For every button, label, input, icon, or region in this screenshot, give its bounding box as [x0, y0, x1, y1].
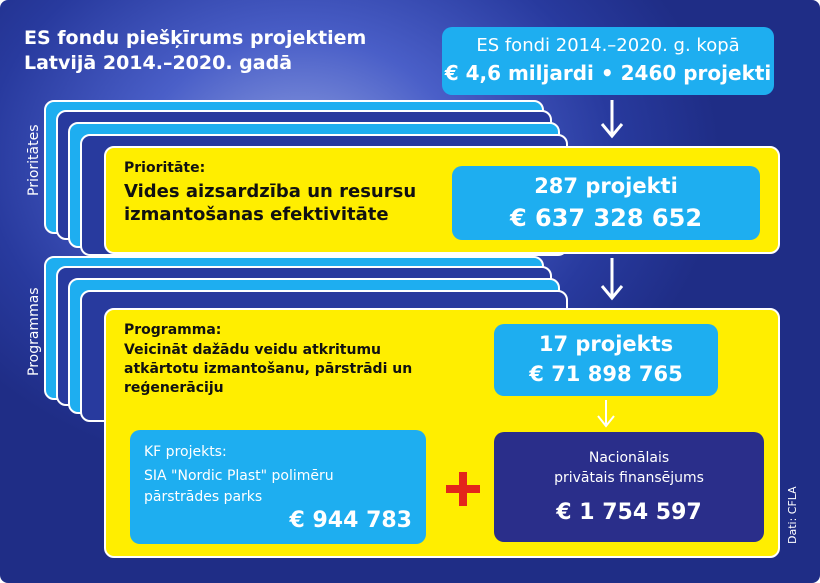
programme-name-line-3: reģenerāciju — [124, 380, 224, 396]
page-title — [24, 26, 444, 76]
plus-icon — [444, 470, 482, 508]
programme-label: Programma: — [124, 322, 222, 338]
kf-project-amount: € 944 783 — [289, 508, 412, 533]
programme-name-line-2: atkārtotu izmantošanu, pārstrādi un — [124, 361, 413, 377]
programme-projects: 17 projekts — [538, 332, 674, 356]
kf-project-box — [130, 430, 426, 544]
programme-name — [124, 341, 412, 398]
kf-project-name — [144, 466, 334, 508]
priority-label: Prioritāte: — [124, 160, 206, 176]
kf-project-name-line-1: SIA "Nordic Plast" polimēru — [144, 468, 334, 484]
title-line-2: Latvijā 2014.–2020. gadā — [24, 52, 293, 74]
arrow-down-icon — [598, 98, 626, 142]
national-financing-label — [494, 448, 764, 488]
kf-project-name-line-2: pārstrādes parks — [144, 489, 263, 505]
programme-totals-box — [494, 324, 718, 396]
national-financing-amount: € 1 754 597 — [556, 500, 702, 525]
arrow-down-icon — [598, 256, 626, 304]
total-funds-label: ES fondi 2014.–2020. g. kopā — [476, 35, 740, 56]
priority-amount: € 637 328 652 — [509, 204, 703, 232]
side-label-programmes: Programmas — [26, 287, 42, 376]
priority-projects: 287 projekti — [534, 174, 678, 198]
kf-project-label: KF projekts: — [144, 444, 227, 460]
programme-name-line-1: Veicināt dažādu veidu atkritumu — [124, 342, 382, 358]
national-financing-line-2: privātais finansējums — [554, 470, 704, 486]
priority-name-line-1: Vides aizsardzība un resursu — [124, 181, 417, 202]
arrow-down-icon — [594, 398, 618, 430]
side-label-priorities: Prioritātes — [26, 124, 42, 196]
data-credit: Dati: CFLA — [786, 486, 799, 544]
priority-totals-box — [452, 166, 760, 240]
national-financing-box — [494, 432, 764, 542]
national-financing-line-1: Nacionālais — [588, 450, 670, 466]
total-funds-box — [442, 27, 774, 95]
priority-name-line-2: izmantošanas efektivitāte — [124, 204, 389, 225]
total-funds-value: € 4,6 miljardi • 2460 projekti — [444, 61, 772, 85]
title-line-1: ES fondu piešķīrums projektiem — [24, 27, 367, 49]
priority-name — [124, 180, 416, 226]
programme-amount: € 71 898 765 — [529, 362, 683, 386]
